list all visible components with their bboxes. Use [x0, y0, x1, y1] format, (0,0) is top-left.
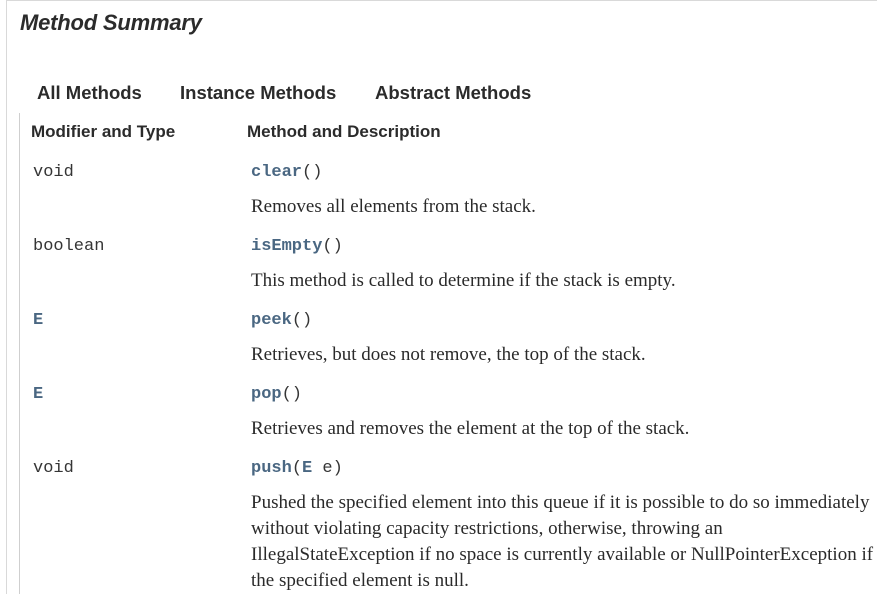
method-signature — [251, 385, 302, 404]
method-args: () — [302, 163, 323, 182]
column-header-method: Method and Description — [247, 122, 441, 141]
method-link-push[interactable]: push — [251, 459, 292, 478]
modifier-type-link[interactable]: E — [33, 311, 44, 330]
tab-instance-methods[interactable]: Instance Methods — [180, 82, 337, 103]
method-link-pop[interactable]: pop — [251, 385, 282, 404]
method-link-peek[interactable]: peek — [251, 311, 292, 330]
method-signature — [251, 459, 343, 478]
page-title: Method Summary — [20, 10, 202, 35]
modifier-type-link[interactable]: E — [33, 385, 44, 404]
method-args: () — [281, 385, 303, 404]
arg-type-link[interactable]: E — [302, 459, 313, 478]
column-header-modifier: Modifier and Type — [31, 122, 176, 141]
modifier-type: boolean — [33, 237, 105, 256]
method-args-rest: e) — [312, 459, 343, 478]
method-description: Retrieves and removes the element at the top of the stack. — [251, 418, 690, 439]
method-link-isempty[interactable]: isEmpty — [251, 237, 323, 256]
method-args-open: ( — [291, 459, 303, 478]
tab-all-methods[interactable]: All Methods — [37, 82, 142, 103]
method-args: () — [291, 311, 313, 330]
modifier-type: void — [33, 459, 74, 478]
method-signature — [251, 163, 322, 182]
method-args: () — [322, 237, 343, 256]
modifier-type: void — [33, 163, 74, 182]
method-signature — [251, 311, 312, 330]
method-signature — [251, 237, 343, 256]
method-link-clear[interactable]: clear — [251, 163, 303, 182]
method-description: Pushed the specified element into this queue if it is possible to do so immediately without violating capacity restrictions, otherwise, throwing an IllegalStateException if no space is currently available or NullPointerException if the specified element is null. — [251, 492, 874, 591]
method-description: Removes all elements from the stack. — [251, 196, 536, 217]
tab-abstract-methods[interactable]: Abstract Methods — [375, 82, 532, 103]
table-border — [19, 113, 20, 594]
method-description: This method is called to determine if the stack is empty. — [251, 270, 676, 291]
method-description: Retrieves, but does not remove, the top of the stack. — [251, 344, 646, 365]
